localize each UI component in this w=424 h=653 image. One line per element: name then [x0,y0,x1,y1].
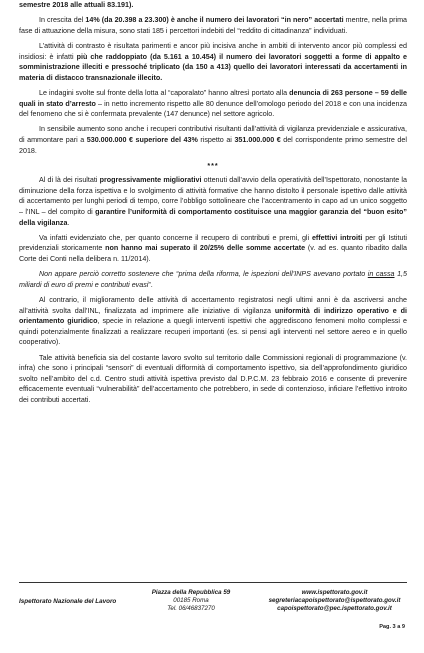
footer-phone: Tel. 06/46837270 [167,605,215,612]
paragraph-0 [19,0,407,11]
footer-email-link[interactable]: segreteriacapoispettorato@ispettorato.gov.it [268,597,401,604]
text-run: Le indagini svolte sul fronte della lotta al “caporalato” hanno altresì portato alla [39,88,290,97]
text-run: 351.000.000 € [234,135,281,144]
paragraph-8 [19,295,407,348]
footer-contacts [262,589,407,613]
document-body [19,0,407,410]
paragraph-6 [19,233,407,265]
paragraph-4 [19,124,407,156]
text-run: di appalto e somministrazione illeciti e pressoché triplicato (da 150 a 413) quello dei lavoratori interessati da accertamenti in materia di distacco transnazionale illecito. [19,52,407,82]
text-run: del corrispondente primo semestre del 2018. [19,135,407,155]
footer-organization: Ispettorato Nazionale del Lavoro [19,598,117,605]
text-run: effettivi introiti [311,233,363,242]
footer-website-link[interactable]: www.ispettorato.gov.it [301,589,368,596]
paragraph-3 [19,88,407,120]
footer-pec-link[interactable]: capoispettorato@pec.ispettorato.gov.it [277,605,392,612]
text-run: più che raddoppiato (da 5.161 a 10.454) il numero dei lavoratori soggetti a forme [76,52,363,61]
text-run: , specie in relazione a quegli interventi ispettivi che aggrediscono fenomeni molto complessi e quindi potenzialmente finalizzati a realizzare recuperi importanti (es. si pensi agli interventi nel settore aereo e in quello cooperativo). [19,317,407,347]
footer-address-city: 00185 Roma [173,597,209,604]
text-run: Tale attività beneficia sia del costante lavoro svolto sul territorio dalle Commissioni regionali di programmazione (v. infra) che sono i principali “sensori” di eventuali difformità di comportamento ispettivo, sia dell’approfondimento giuridico svolto nell’ambito del c.d. Centro studi attività ispettiva previsto dal D.P.C.M. 23 febbraio 2016 e consente di prevenire efficacemente eventuali “vulnerabilità” dell’accertamento che potrebbero, in sede di contenzioso, inficiare l’effettivo introito dei contributi accertati. [19,353,407,404]
text-run: In sensibile aumento sono anche i recuperi contributivi risultanti dall’attività di vigilanza previdenziale e assicurativa, di ammontare pari a [19,125,407,144]
text-run: progressivamente migliorativi [99,176,202,185]
paragraph-7 [19,269,407,290]
text-run: (v. ad es. quanto ribadito dalla Corte dei Conti nella delibera n. 11/2014). [19,244,407,264]
text-run: garantire l’uniformità di comportamento costituisce una maggior garanzia del “buon esito” della vigilanza [19,208,407,227]
text-run: per gli Istituti previdenziali storicamente [19,233,407,253]
paragraph-2 [19,41,407,83]
text-run: ”. [148,280,153,289]
footer-address [136,589,246,613]
text-run: non hanno mai superato il 20/25% delle somme accertate [105,244,306,253]
page-number: Pag. 3 a 9 [379,624,405,630]
text-run: L’attività di contrasto è risultata parimenti e ancor più incisiva anche in ambiti di intervento ancor più complessi ed insidiosi: è infatti [19,41,407,61]
text-run: 1,5 miliardi di euro di premi e contributi evasi [19,270,407,289]
text-run: uniformità di indirizzo operativo e di orientamento giuridico [19,306,407,326]
text-run: in cassa [367,270,395,279]
text-run: In crescita del [39,16,86,25]
text-run: 530.000.000 € superiore del 43% [86,135,198,144]
section-separator: *** [207,161,219,170]
text-run: denuncia di 263 persone – 59 delle quali in stato d’arresto [19,88,408,108]
footer-address-street: Piazza della Repubblica 59 [151,589,231,596]
text-run: mentre, nella prima fase di attuazione della misura, sono stati 185 i percettori indebiti del “reddito di cittadinanza” individuati. [19,16,408,35]
paragraph-0-text: semestre 2018 alle attuali 83.191). [19,1,134,9]
text-run: . [67,218,70,227]
paragraph-9 [19,353,407,406]
text-run: Non appare perciò corretto sostenere che “ [39,270,179,279]
text-run: prima della riforma, le ispezioni dell’INPS avevano portato [178,270,368,279]
text-run: 14% (da 20.398 a 23.300) è anche il numero dei lavoratori “in nero” accertati [85,16,344,25]
text-run: ottenuti dall’avvio della operatività dell’Ispettorato, nonostante la diminuzione della forza ispettiva e lo svolgimento di attività formative che hanno distolto il personale ispettivo dalle attività di accertamento per lunghi periodi di tempo, corre l’obbligo sottolineare che l’accentramento in capo ad un unico soggetto – l’INL – del compito di [19,176,407,217]
paragraph-1 [19,15,407,36]
text-run: Al di là dei risultati [39,176,100,185]
footer-divider [19,582,407,583]
text-run: Va infatti evidenziato che, per quanto concerne il recupero di contributi e premi, gli [39,233,312,242]
text-run: – in netto incremento rispetto alle 80 denunce dell’omologo periodo del 2018 e con una incidenza del fenomeno che si è confermata prevalente (147 denunce) nel settore agricolo. [19,99,407,119]
paragraph-5 [19,175,407,228]
text-run: Al contrario, il miglioramento delle attività di accertamento registratosi negli ultimi anni è da ascriversi anche all’attività svolta dall’INL, finalizzata ad imprimere alle iniziative di vigilanza [19,296,407,315]
text-run: rispetto ai [197,135,235,144]
